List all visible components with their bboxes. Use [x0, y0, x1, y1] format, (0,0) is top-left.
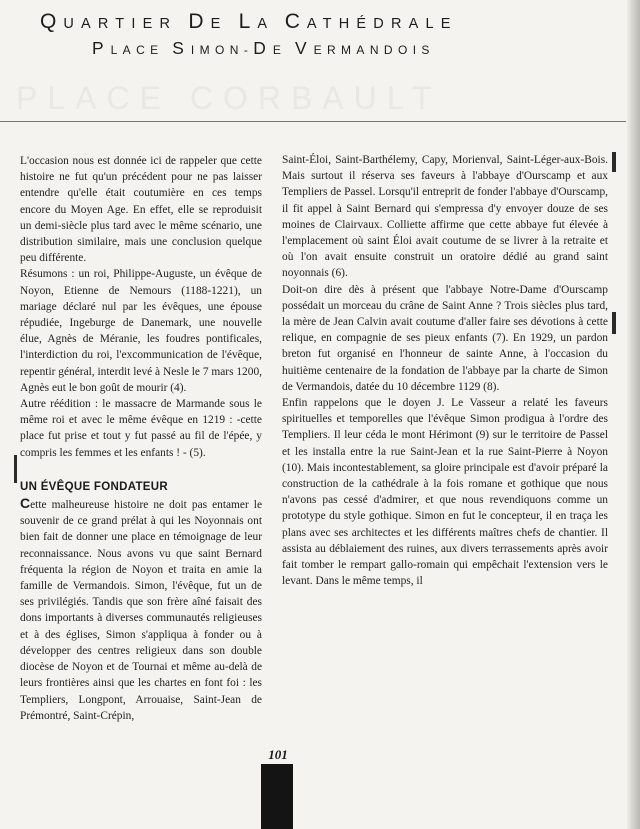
paragraph: Doit-on dire dès à présent que l'abbaye Notre-Dame d'Ourscamp possédait un morceau du crâne de Saint Anne ? Trois siècles plus tard, la mère de Jean Calvin avait coutume d'aller faire ses dévotions à cette relique, en compagnie de ses pieux enfants (7). En 1929, un pardon breton fut organisé en l'honneur de sainte Anne, à l'occasion du huitième centenaire de la fondation de l'abbaye par la charte de Simon de Vermandois, datée du 10 décembre 1129 (8). [282, 283, 608, 393]
header-cap: Q [40, 10, 64, 33]
header-small: A [257, 16, 285, 32]
show-through-title: PLACE CORBAULT [16, 80, 442, 116]
page-edge-shadow [626, 0, 640, 829]
header-small: UARTIER [63, 16, 189, 32]
header-small: ATHÉDRALE [306, 16, 458, 32]
header-cap: D [188, 10, 211, 33]
subtitle-cap: V [294, 38, 314, 58]
header-cap: L [238, 10, 258, 33]
margin-mark [612, 152, 616, 172]
header-cap: C [284, 10, 307, 33]
page-number: 101 [268, 747, 288, 762]
paragraph: Cette malheureuse histoire ne doit pas entamer le souvenir de ce grand prélat à qui les Noyonnais ont bien fait de donner une place en témoignage de leur reconnaissance. Nous avons vu que saint Bernard fréquenta la région de Noyon et traita en amie la famille de Vermandois. Simon, l'évêque, fut un de ses privilégiés. Tandis que son frère aîné faisait des dons importants à diverses communautés religieuses et à des églises, Simon s'appliqua à fonder ou à développer des centres religieux dans son double diocèse de Noyon et de Tournai et même au-delà de leurs frontières ainsi que les chartes en font foi : les Templiers, Longpont, Arrouaise, Saint-Jean de Prémontré, Saint-Crépin, [20, 495, 262, 722]
margin-mark [612, 312, 616, 334]
paragraph: Autre réédition : le massacre de Marmande sous le même roi et avec le même évêque en 1219 : -cette place fut prise et tout y fut passé au fil de l'épée, y compris les femmes et les enfants ! - (5). [20, 398, 262, 459]
paragraph: Résumons : un roi, Philippe-Auguste, un évêque de Noyon, Etienne de Nemours (1188-1221), un mariage déclaré nul par les évêques, une épouse répudiée, Ingeburge de Danemark, une nouvelle élue, Agnès de Méranie, les foudres pontificales, l'interdiction du roi, l'excommunication de l'évêque, repentir général, interdit levé à Nesle le 7 mars 1200, Agnès eut le bon goût de mourir (4). [20, 268, 262, 394]
page-number-bar [261, 764, 293, 829]
right-column [282, 152, 608, 589]
subtitle-cap: P [92, 38, 111, 58]
subtitle-small: ERMANDOIS [313, 43, 435, 57]
margin-mark [14, 455, 17, 483]
header-subtitle [92, 38, 572, 59]
header-divider [0, 121, 626, 122]
left-column [20, 153, 262, 724]
subtitle-small: LACE [110, 43, 173, 57]
header-title [40, 10, 600, 34]
paragraph: L'occasion nous est donnée ici de rappeler que cette histoire ne fut qu'un précédent pour ne pas laisser entendre qu'elle était coutumière en ces temps encore du Moyen Age. En effet, elle se reproduisit un demi-siècle plus tard avec le même scénario, une distribution similaire, mais une conclusion quelque peu différente. [20, 155, 262, 265]
section-heading: UN ÉVÊQUE FONDATEUR [20, 480, 168, 493]
paragraph: Saint-Éloi, Saint-Barthélemy, Capy, Morienval, Saint-Léger-aux-Bois. Mais surtout il réserva ses faveurs à l'abbaye d'Ourscamp et aux Templiers de Passel. Lorsqu'il entreprit de fonder l'abbaye d'Ourscamp, il fit appel à Saint Bernard qui s'empressa d'y envoyer douze de ses moines de Clairvaux. Colliette affirme que cette abbaye fut élevée à l'emplacement où saint Éloi avait coutume de se livrer à la retraite et où l'on avait ensuite construit un oratoire dédié au grand saint noyonnais (6). [282, 154, 608, 280]
subtitle-small: IMON [190, 43, 244, 57]
paragraph: Enfin rappelons que le doyen J. Le Vasseur a relaté les faveurs spirituelles et temporelles que l'évêque Simon prodigua à l'ordre des Templiers. Il leur céda le mont Hérimont (9) sur le territoire de Passel et les installa entre la rue Saint-Jean et la rue Saint-Pierre à Noyon (10). Mais incontestablement, sa gloire principale est d'avoir préparé la construction de la cathédrale à la fois romane et gothique que nous n'avons pas cessé d'admirer, et que nous revendiquons comme un prototype du style gothique. Simon en fut le concepteur, il en traça les plans avec ses architectes et les différents maîtres chefs de chantier. Il assista au déblaiement des ruines, aux divers terrassements après avoir fait tomber le rempart gallo-romain qui empêchait l'extension vers le levant. Dans le même temps, il [282, 397, 608, 588]
subtitle-small: E [272, 43, 295, 57]
subtitle-small: - [243, 43, 254, 57]
subtitle-cap: S [172, 38, 191, 58]
subtitle-cap: D [253, 38, 273, 58]
header-small: E [210, 16, 239, 32]
